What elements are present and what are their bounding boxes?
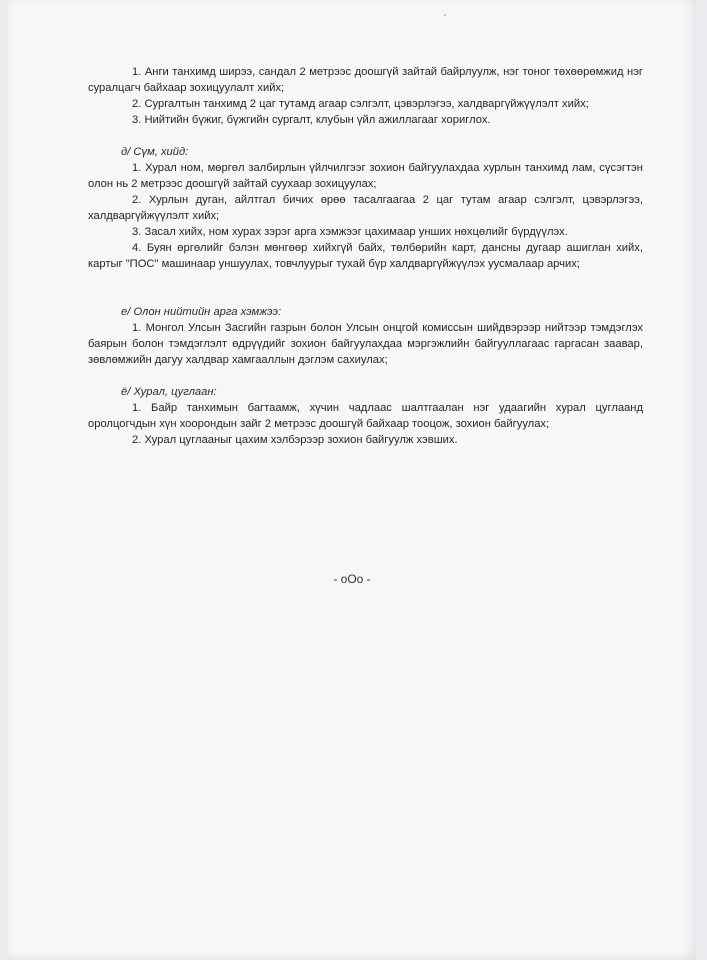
section-d-item-3: 3. Засал хийх, ном хурах зэрэг арга хэмжээг цахимаар унших нөхцөлийг бүрдүүлэх. bbox=[132, 226, 568, 238]
document-body bbox=[88, 64, 643, 448]
section-d-item-1: 1. Хурал ном, мөргөл залбирлын үйлчилгээг зохион байгуулахдаа хурлын танхимд лам, сүсэгтэн олон нь 2 метрээс доошгүй зайтай суухаар зохицуулах; bbox=[88, 162, 643, 190]
section-d-item-2: 2. Хурлын дуган, айлтгал бичих өрөө тасалгаагаа 2 цаг тутам агаар сэлгэлт, цэвэрлэгээ, халдваргүйжүүлэлт хийх; bbox=[88, 194, 643, 222]
section-c-item-3: 3. Нийтийн бүжиг, бүжгийн сургалт, клубын үйл ажиллагааг хориглох. bbox=[132, 114, 491, 126]
section-c-item-2: 2. Сургалтын танхимд 2 цаг тутамд агаар сэлгэлт, цэвэрлэгээ, халдваргүйжүүлэлт хийх; bbox=[132, 98, 589, 110]
end-mark: - оОо - bbox=[333, 572, 371, 586]
section-c-item-1: 1. Анги танхимд ширээ, сандал 2 метрээс доошгүй зайтай байрлуулж, нэг тоног төхөөрөмжид нэг суралцагч байхаар зохицуулалт хийх; bbox=[88, 66, 643, 94]
section-d-item-4: 4. Буян өргөлийг бэлэн мөнгөөр хийхгүй байх, төлбөрийн карт, дансны дугаар ашиглан хийх, картыг "ПОС" машинаар уншуулах, товчлуурыг тухай бүр халдваргүйжүүлэх уусмалаар арчих; bbox=[88, 242, 643, 270]
section-yo-item-1: 1. Байр танхимын багтаамж, хүчин чадлаас шалтгаалан нэг удаагийн хурал цуглаанд оролцогчдын хүн хоорондын зайг 2 метрээс доошгүй байхаар тооцож, зохион байгуулах; bbox=[88, 402, 643, 430]
scan-speck bbox=[444, 14, 446, 16]
section-e-item-1: 1. Монгол Улсын Засгийн газрын болон Улсын онцгой комиссын шийдвэрээр нийтээр тэмдэглэх баярын болон тэмдэглэлт өдрүүдийг зохион байгуулахдаа мэргэжлийн байгууллагаас гаргасан заавар, зөвлөмжийн дагуу халдвар хамгааллын дэглэм сахиулах; bbox=[88, 322, 643, 366]
section-e-heading: е/ Олон нийтийн арга хэмжээ: bbox=[121, 306, 282, 318]
section-yo-heading: ё/ Хурал, цуглаан: bbox=[121, 386, 217, 398]
section-yo-item-2: 2. Хурал цуглааныг цахим хэлбэрээр зохион байгуулж хэвших. bbox=[132, 434, 458, 446]
document-page bbox=[8, 0, 696, 960]
section-d-heading: д/ Сүм, хийд: bbox=[121, 146, 189, 158]
